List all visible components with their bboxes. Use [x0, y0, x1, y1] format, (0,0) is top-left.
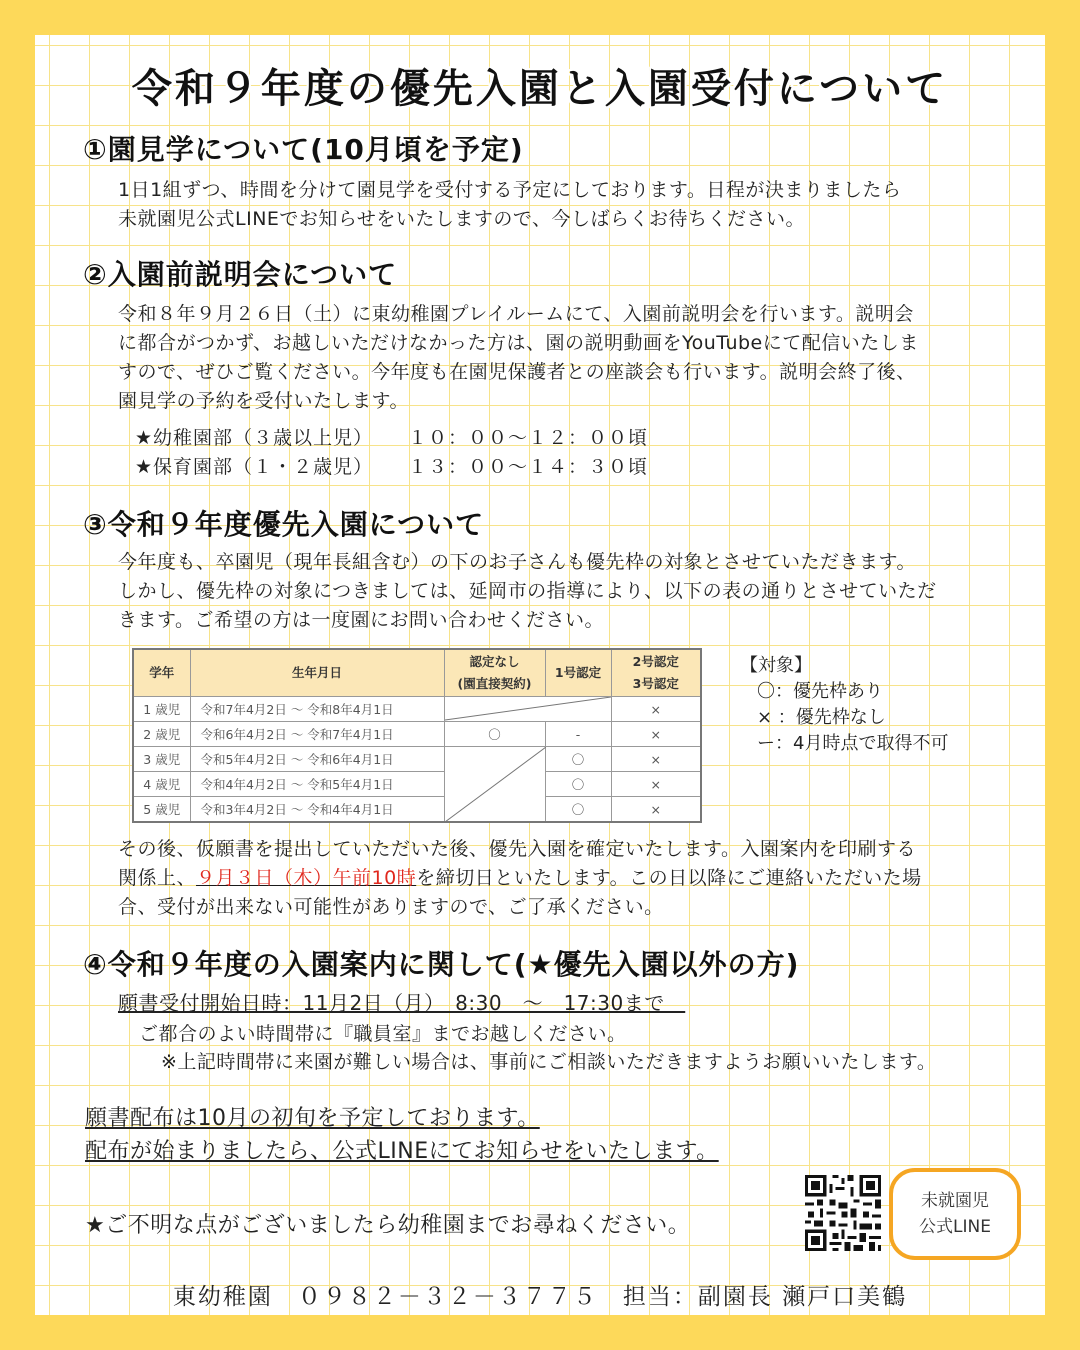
admission-table — [132, 648, 702, 823]
application-start: 願書受付開始日時：11月2日（月） 8:30 ～ 17:30まで — [118, 991, 686, 1015]
legend-item: × ：優先枠なし — [757, 707, 886, 728]
line-bubble[interactable] — [889, 1168, 1021, 1260]
deadline-highlight: ９月３日（木）午前10時 — [196, 867, 417, 889]
text-line: 配布が始まりましたら、公式LINEにてお知らせをいたします。 — [85, 1139, 719, 1164]
diagonal-line — [445, 697, 611, 721]
table-row: 3 歳児 令和5年4月2日 ～ 令和6年4月1日 〇 × — [133, 747, 701, 772]
header-cert-23: 2号認定 3号認定 — [611, 649, 701, 697]
schedule-row: ★幼稚園部（３歳以上児） １０：００～１２：００頃 — [135, 427, 649, 449]
distribution-notice — [85, 1102, 719, 1168]
header-no-cert: 認定なし (園直接契約) — [444, 649, 545, 697]
schedule — [135, 424, 648, 482]
header-grade: 学年 — [133, 649, 190, 697]
text-line: その後、仮願書を提出していただいた後、優先入園を確定いたします。入園案内を印刷する — [118, 838, 916, 860]
text-line: 関係上、９月３日（木）午前10時を締切日といたします。この日以降にご連絡いただいた場 — [118, 867, 922, 889]
note-line: ※上記時間帯に来園が難しい場合は、事前にご相談いただきますようお願いいたします。 — [161, 1051, 937, 1073]
section-1-heading: ①園見学について(10月頃を予定) — [83, 133, 524, 166]
text-line: 願書配布は10月の初旬を予定しております。 — [85, 1106, 540, 1131]
section-3-text — [118, 548, 1018, 635]
note-line: ご都合のよい時間帯に『職員室』までお越しください。 — [139, 1023, 627, 1045]
section-4-heading: ④令和９年度の入園案内に関して(★優先入園以外の方) — [83, 948, 800, 981]
header-cert-1: 1号認定 — [545, 649, 611, 697]
text-line: 園見学の予約を受付いたします。 — [118, 390, 409, 412]
legend-item: ー：4月時点で取得不可 — [757, 733, 949, 754]
inquiry-text: ★ご不明な点がございましたら幼稚園までお尋ねください。 — [85, 1213, 691, 1238]
text-line: しかし、優先枠の対象につきましては、延岡市の指導により、以下の表の通りとさせていただ — [118, 580, 937, 602]
bubble-line: 公式LINE — [919, 1217, 991, 1237]
table-header-row — [133, 649, 701, 697]
schedule-row: ★保育園部（１・２歳児） １３：００～１４：３０頃 — [135, 456, 649, 478]
section-1-text — [118, 176, 1018, 234]
na-cell — [444, 747, 545, 823]
section-3-heading: ③令和９年度優先入園について — [83, 508, 485, 541]
legend-item: 〇：優先枠あり — [757, 681, 883, 702]
bubble-line: 未就園児 — [921, 1191, 989, 1211]
table-row: 2 歳児 令和6年4月2日 ～ 令和7年4月1日 〇 - × — [133, 722, 701, 747]
text-line: 令和８年９月２６日（土）に東幼稚園プレイルームにて、入園前説明会を行います。説明会 — [118, 303, 914, 325]
text-line: すので、ぜひご覧ください。今年度も在園児保護者との座談会も行います。説明会終了後、 — [118, 361, 916, 383]
text-line: きます。ご希望の方は一度園にお問い合わせください。 — [118, 609, 604, 631]
table-row: 1 歳児 令和7年4月2日 ～ 令和8年4月1日 × — [133, 697, 701, 722]
section-2-heading: ②入園前説明会について — [83, 258, 398, 291]
text-line: に都合がつかず、お越しいただけなかった方は、園の説明動画をYouTubeにて配信いたしま — [118, 332, 919, 354]
section-2-text — [118, 300, 1018, 416]
text-line: 合、受付が出来ない可能性がありますので、ご了承ください。 — [118, 896, 664, 918]
na-cell — [444, 697, 611, 722]
text-line: 未就園児公式LINEでお知らせをいたしますので、今しばらくお待ちください。 — [118, 208, 805, 230]
legend-title: 【対象】 — [740, 655, 812, 676]
header-dob: 生年月日 — [190, 649, 444, 697]
legend — [740, 653, 948, 757]
text-line: 1日1組ずつ、時間を分けて園見学を受付する予定にしております。日程が決まりましたら — [118, 179, 902, 201]
footer-contact: 東幼稚園 ０９８２－３２－３７７５ 担当：副園長 瀬戸口美鶴 — [172, 1284, 908, 1310]
section-3-after-text — [118, 835, 1018, 922]
table-row: 5 歳児 令和3年4月2日 ～ 令和4年4月1日 〇 × — [133, 797, 701, 823]
page-title: 令和９年度の優先入園と入園受付について — [131, 66, 949, 112]
table-row: 4 歳児 令和4年4月2日 ～ 令和5年4月1日 〇 × — [133, 772, 701, 797]
diagonal-line — [445, 747, 546, 823]
text-line: 今年度も、卒園児（現年長組含む）の下のお子さんも優先枠の対象とさせていただきます。 — [118, 551, 916, 573]
flyer-paper — [35, 35, 1045, 1315]
qr-code[interactable] — [805, 1175, 881, 1251]
